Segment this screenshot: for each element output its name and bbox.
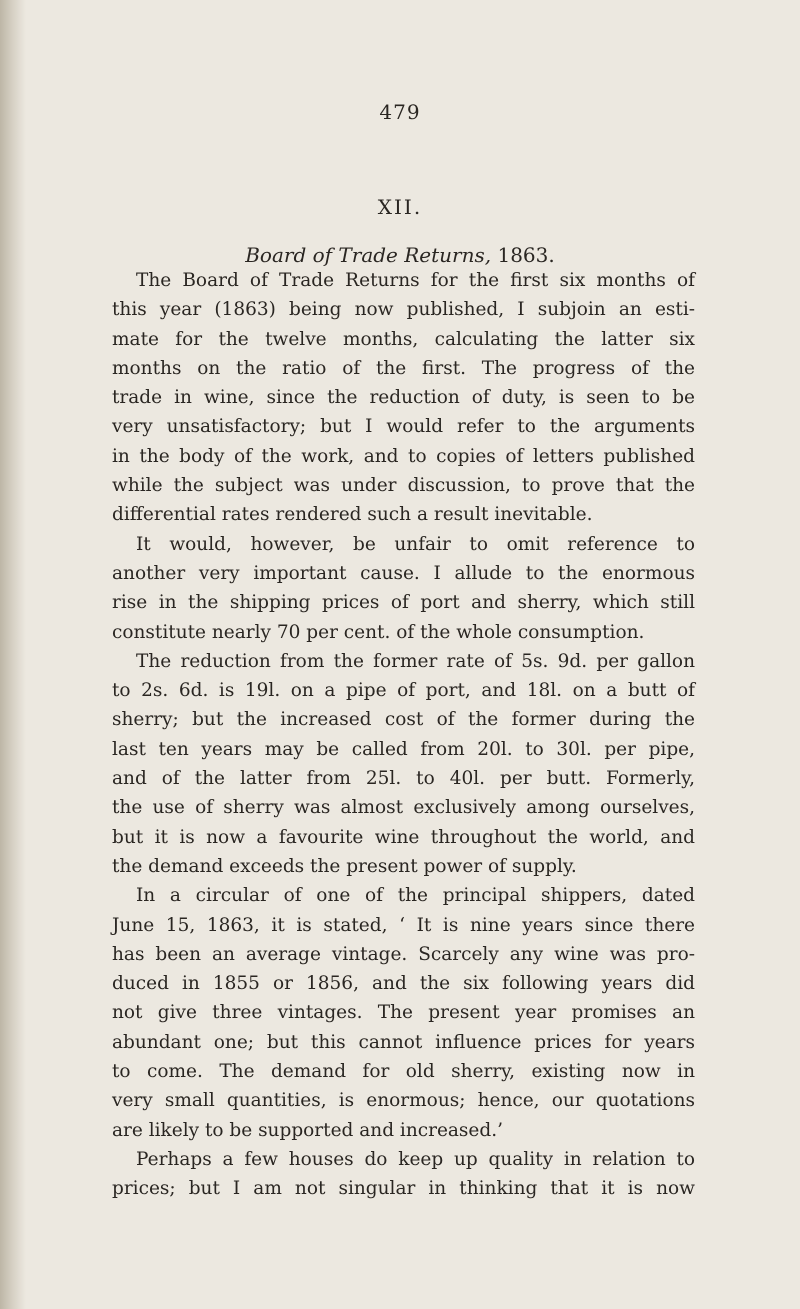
text-line: while the subject was under discussion, to prove that the xyxy=(112,475,695,497)
text-line: prices; but I am not singular in thinking that it is now xyxy=(112,1178,695,1200)
text-line: months on the ratio of the first. The progress of the xyxy=(112,357,695,379)
text-line: sherry; but the increased cost of the former during the xyxy=(112,709,695,731)
text-line: to 2s. 6d. is 19l. on a pipe of port, and 18l. on a butt of xyxy=(112,680,695,702)
text-line: differential rates rendered such a result inevitable. xyxy=(112,504,593,526)
page-number: 479 xyxy=(379,100,421,124)
text-line: June 15, 1863, it is stated, ‘ It is nine years since there xyxy=(112,914,695,936)
text-line: this year (1863) being now published, I subjoin an esti- xyxy=(112,299,695,321)
text-line: but it is now a favourite wine throughout the world, and xyxy=(112,826,695,848)
body-text xyxy=(112,266,695,1204)
text-line: The reduction from the former rate of 5s. 9d. per gallon xyxy=(136,650,695,672)
text-line: the use of sherry was almost exclusively among ourselves, xyxy=(112,797,695,819)
text-line: another very important cause. I allude to the enormous xyxy=(112,562,695,584)
text-line: last ten years may be called from 20l. to 30l. per pipe, xyxy=(112,738,695,760)
text-line: rise in the shipping prices of port and sherry, which still xyxy=(112,592,695,614)
text-line: The Board of Trade Returns for the first six months of xyxy=(136,270,695,291)
section-title-year: 1863. xyxy=(491,243,555,267)
section-title xyxy=(0,243,800,267)
text-line: very unsatisfactory; but I would refer to the arguments xyxy=(112,416,695,438)
text-line: in the body of the work, and to copies of letters published xyxy=(112,445,695,467)
text-line: mate for the twelve months, calculating the latter six xyxy=(112,328,695,350)
text-line: abundant one; but this cannot influence prices for years xyxy=(112,1031,695,1053)
text-line: to come. The demand for old sherry, existing now in xyxy=(112,1061,695,1083)
section-title-italic: Board of Trade Returns, xyxy=(245,243,492,267)
text-line: the demand exceeds the present power of supply. xyxy=(112,855,577,877)
text-line: are likely to be supported and increased.’ xyxy=(112,1119,503,1141)
text-line: In a circular of one of the principal shippers, dated xyxy=(136,885,695,907)
text-line: trade in wine, since the reduction of duty, is seen to be xyxy=(112,387,695,409)
text-line: constitute nearly 70 per cent. of the whole consumption. xyxy=(112,621,645,643)
text-line: very small quantities, is enormous; hence, our quotations xyxy=(112,1090,695,1112)
section-number: XII. xyxy=(377,195,423,219)
text-line: Perhaps a few houses do keep up quality in relation to xyxy=(136,1148,695,1170)
text-line: duced in 1855 or 1856, and the six following years did xyxy=(112,973,695,995)
text-line: and of the latter from 25l. to 40l. per butt. Formerly, xyxy=(112,768,695,790)
text-line: has been an average vintage. Scarcely any wine was pro- xyxy=(112,943,695,965)
text-line: not give three vintages. The present year promises an xyxy=(112,1002,695,1024)
text-line: It would, however, be unfair to omit reference to xyxy=(136,533,695,555)
